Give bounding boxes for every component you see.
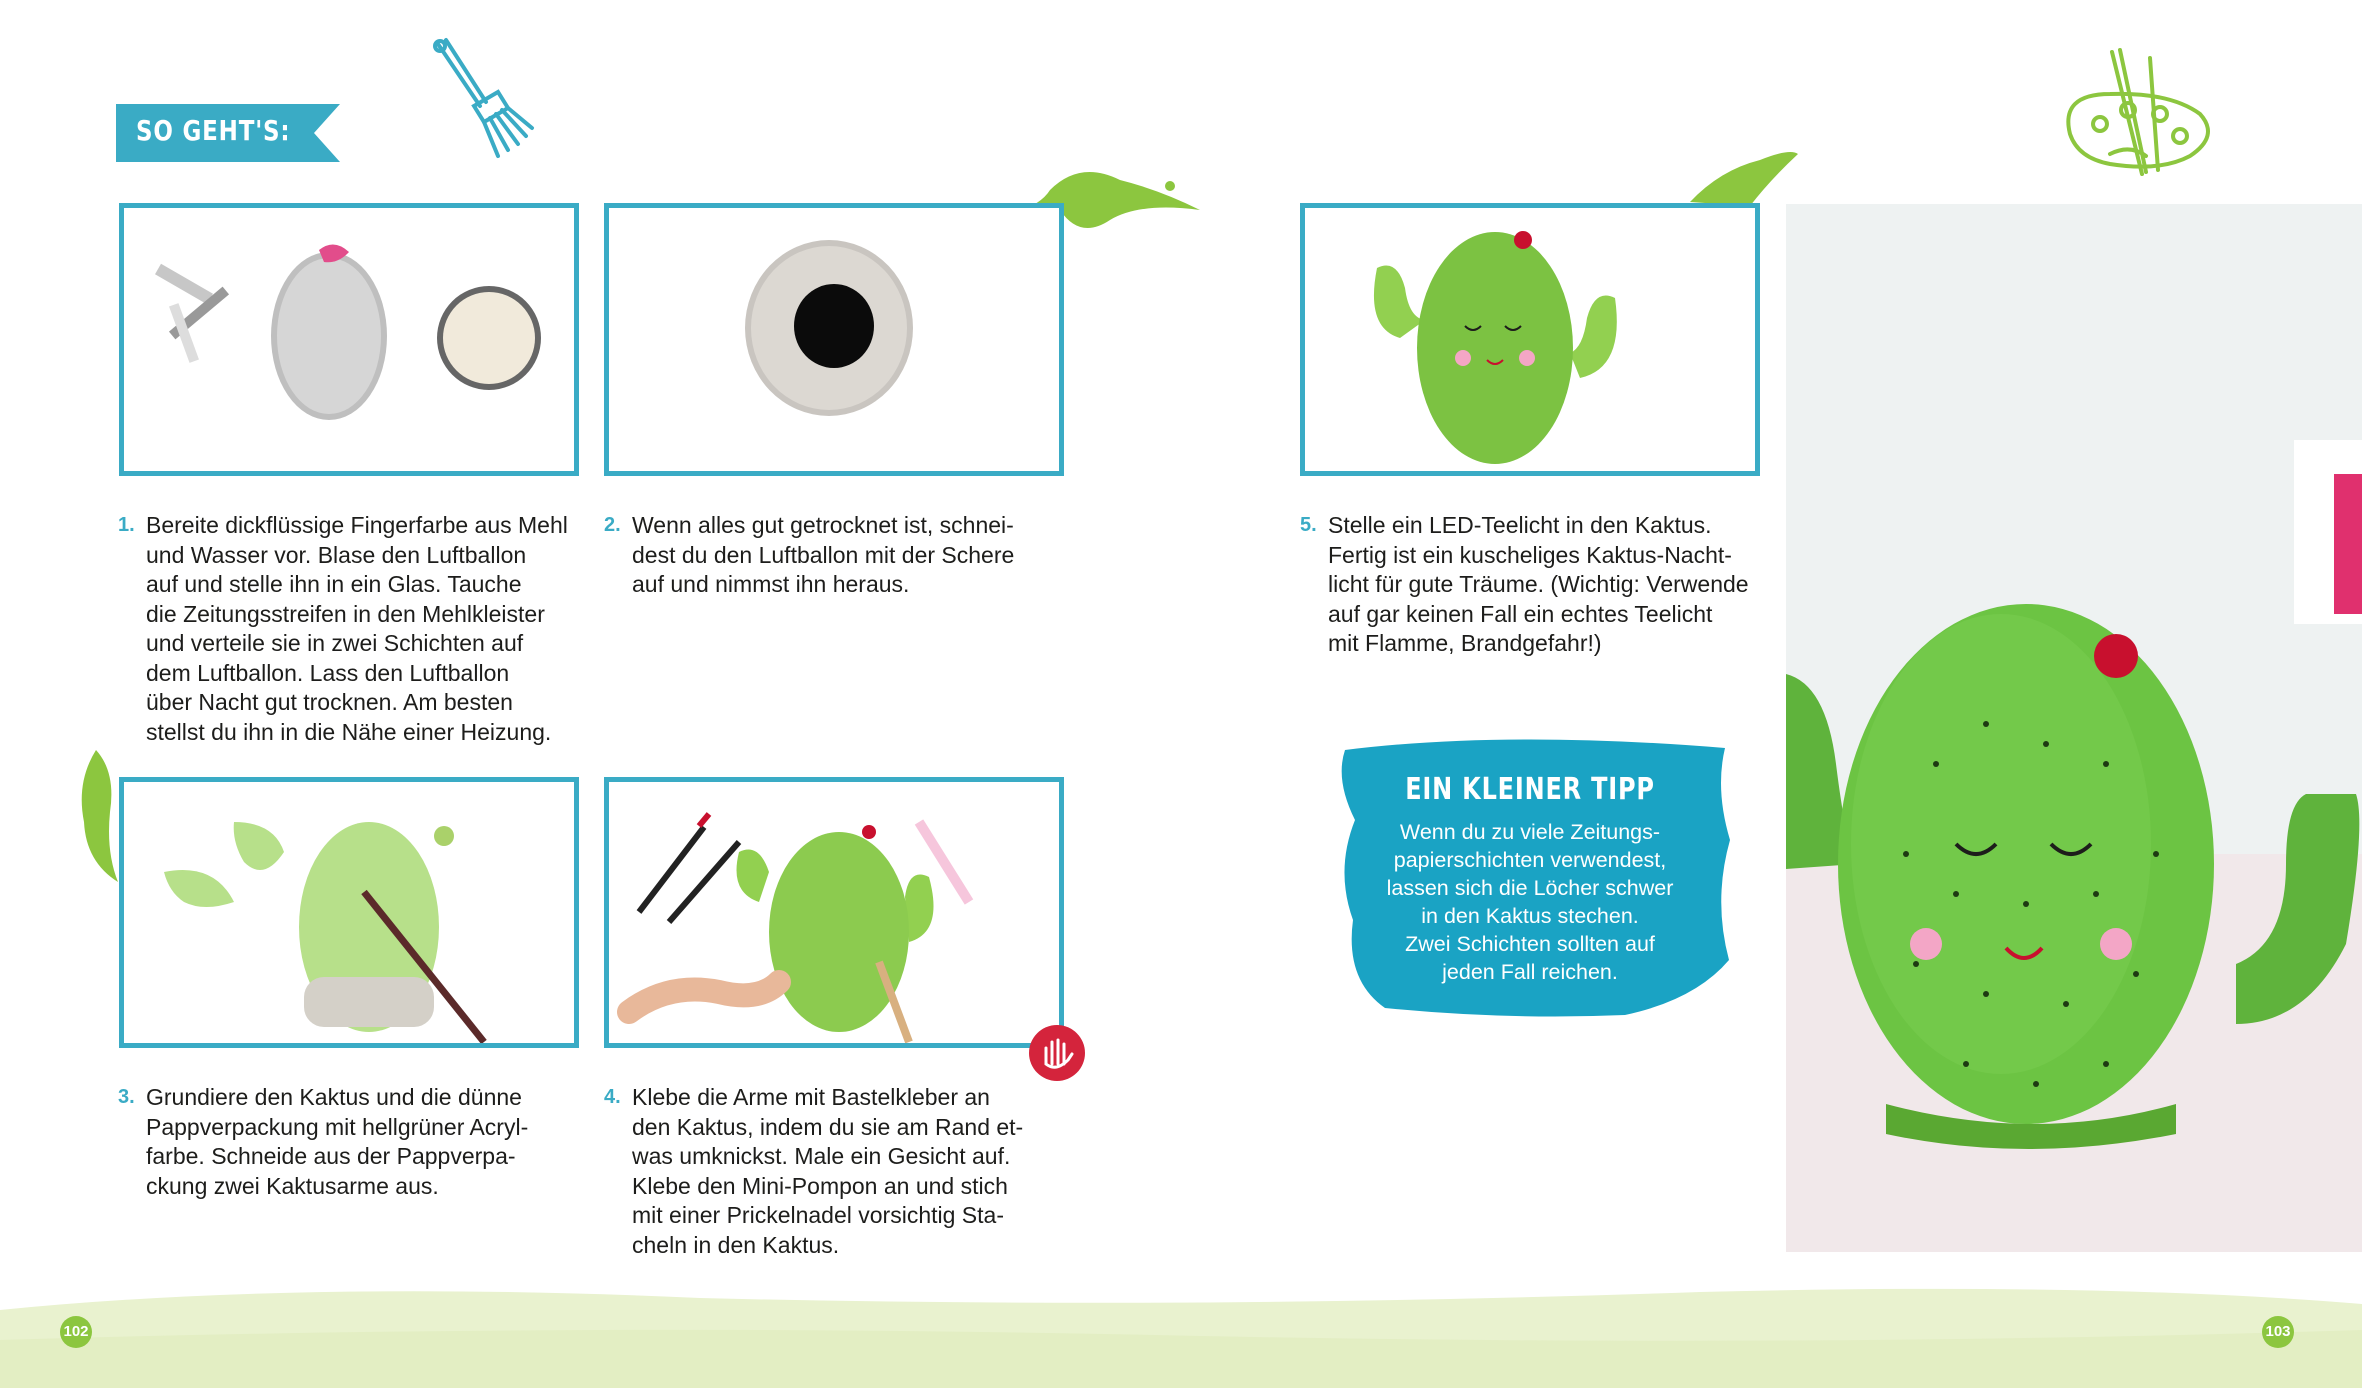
step-text: Grundiere den Kaktus und die dünne Pappverpackung mit hellgrüner Acryl- farbe. Schneide aus der Pappverpa- ckung zwei Kaktusarme aus. bbox=[146, 1084, 529, 1199]
newspaper-strips bbox=[155, 264, 229, 363]
green-splash bbox=[66, 742, 126, 897]
step-text: Klebe die Arme mit Bastelkleber an den Kaktus, indem du sie am Rand et- was umknickst. Male ein Gesicht auf. Klebe den Mini-Pompon an und stich mit einer Prickelnadel vorsichtig Sta- cheln in den Kaktus. bbox=[632, 1084, 1024, 1258]
step-4 bbox=[604, 1083, 1074, 1260]
photo-step-3 bbox=[119, 777, 579, 1048]
step-2 bbox=[604, 511, 1074, 600]
section-title: SO GEHT'S: bbox=[136, 114, 291, 147]
step-number: 5. bbox=[1300, 514, 1317, 536]
page-number-left: 102 bbox=[60, 1316, 92, 1348]
step-number: 2. bbox=[604, 514, 621, 536]
page-number-right: 103 bbox=[2262, 1316, 2294, 1348]
step-3 bbox=[118, 1083, 588, 1201]
photo-step-5 bbox=[1300, 203, 1760, 476]
tip-text: Wenn du zu viele Zeitungs- papierschichten verwendest, lassen sich die Löcher schwer in den Kaktus stechen. Zwei Schichten sollten auf jeden Fall reichen. bbox=[1386, 820, 1674, 984]
cactus-photo bbox=[1786, 204, 2362, 1252]
palette-icon bbox=[2050, 44, 2230, 199]
footer-band bbox=[0, 1270, 2362, 1388]
step-text: Stelle ein LED-Teelicht in den Kaktus. Fertig ist ein kuscheliges Kaktus-Nacht- licht für gute Träume. (Wichtig: Verwende auf gar keinen Fall ein echtes Teelicht mit Flamme, Brandgefahr!) bbox=[1328, 512, 1749, 656]
tip-title: EIN KLEINER TIPP bbox=[1405, 772, 1655, 807]
step-number: 4. bbox=[604, 1086, 621, 1108]
hand-icon bbox=[1028, 1024, 1086, 1087]
tip-box bbox=[1325, 730, 1735, 1020]
section-banner bbox=[116, 104, 340, 162]
step-number: 1. bbox=[118, 514, 135, 536]
step-number: 3. bbox=[118, 1086, 135, 1108]
photo-step-1 bbox=[119, 203, 579, 476]
paintbrush-icon bbox=[428, 36, 538, 171]
step-text: Wenn alles gut getrocknet ist, schnei- dest du den Luftballon mit der Schere auf und nimmst ihn heraus. bbox=[632, 512, 1015, 597]
step-1 bbox=[118, 511, 588, 747]
step-5 bbox=[1300, 511, 1770, 659]
photo-step-4 bbox=[604, 777, 1064, 1048]
photo-step-2 bbox=[604, 203, 1064, 476]
step-text: Bereite dickflüssige Fingerfarbe aus Mehl und Wasser vor. Blase den Luftballon auf und stelle ihn in ein Glas. Tauche die Zeitungsstreifen in den Mehlkleister und verteile sie in zwei Schichten auf dem Luftballon. Lass den Luftballon über Nacht gut trocknen. Am besten stellst du ihn in die Nähe einer Heizung. bbox=[146, 512, 568, 745]
